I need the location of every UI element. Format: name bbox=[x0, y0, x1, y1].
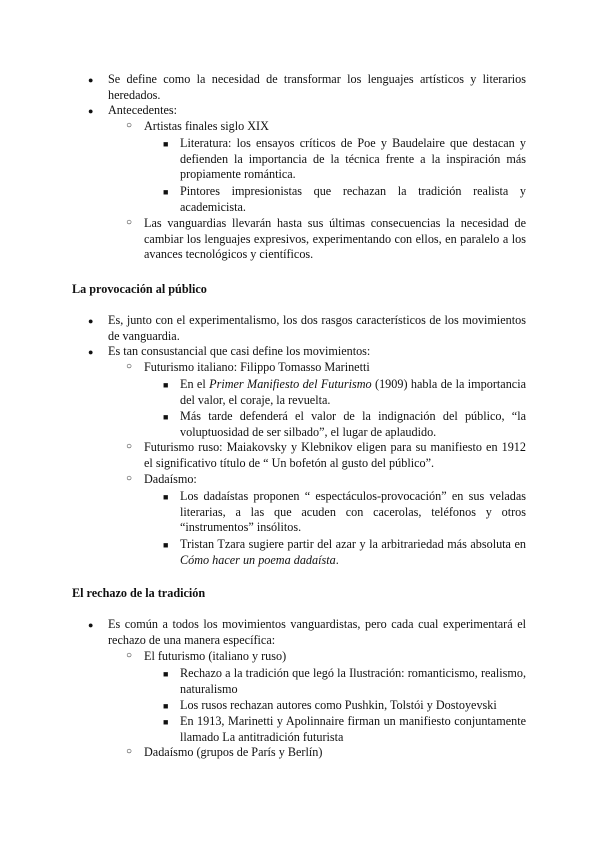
bullet-level1: ● bbox=[88, 347, 94, 357]
bullet-level3: ■ bbox=[163, 701, 169, 711]
bullet-level2: ○ bbox=[126, 473, 133, 484]
list-item: Artistas finales siglo XIX bbox=[144, 119, 269, 133]
list-item bbox=[180, 377, 526, 408]
bullet-level3: ■ bbox=[163, 717, 169, 727]
list-item: Dadaísmo: bbox=[144, 472, 197, 486]
bullet-level2: ○ bbox=[126, 120, 133, 131]
bullet-level3: ■ bbox=[163, 492, 169, 502]
list-item: Pintores impresionistas que rechazan la tradición realista y academicista. bbox=[180, 184, 526, 214]
list-item: En 1913, Marinetti y Apolinnaire firman un manifiesto conjuntamente llamado La antitradición futurista bbox=[180, 714, 526, 744]
list-item: Se define como la necesidad de transformar los lenguajes artísticos y literarios heredados. bbox=[108, 72, 526, 102]
list-item: Las vanguardias llevarán hasta sus últimas consecuencias la necesidad de cambiar los lenguajes expresivos, experimentando con ellos, en paralelo a los avances tecnológicos y científicos. bbox=[144, 216, 526, 261]
list-item: Es, junto con el experimentalismo, los dos rasgos característicos de los movimientos de vanguardia. bbox=[108, 313, 526, 343]
list-item: Futurismo ruso: Maiakovsky y Klebnikov eligen para su manifiesto en 1912 el significativo título de “ Un bofetón al gusto del público”. bbox=[144, 440, 526, 470]
bullet-level2: ○ bbox=[126, 217, 133, 228]
list-item: Es tan consustancial que casi define los movimientos: bbox=[108, 344, 371, 358]
list-item: Es común a todos los movimientos vanguardistas, pero cada cual experimentará el rechazo de una manera específica: bbox=[108, 617, 526, 647]
section-heading: El rechazo de la tradición bbox=[72, 586, 206, 600]
manifesto-title: Primer Manifiesto del Futurismo bbox=[209, 377, 372, 391]
list-item: Los rusos rechazan autores como Pushkin, Tolstói y Dostoyevski bbox=[180, 698, 497, 712]
bullet-level2: ○ bbox=[126, 361, 133, 372]
bullet-level3: ■ bbox=[163, 412, 169, 422]
bullet-level1: ● bbox=[88, 316, 94, 326]
poem-title: Cómo hacer un poema dadaísta bbox=[180, 552, 336, 567]
bullet-level3: ■ bbox=[163, 187, 169, 197]
bullet-level2: ○ bbox=[126, 441, 133, 452]
list-item: Futurismo italiano: Filippo Tomasso Marinetti bbox=[144, 360, 370, 374]
list-item: El futurismo (italiano y ruso) bbox=[144, 649, 287, 663]
list-item: Más tarde defenderá el valor de la indignación del público, “la voluptuosidad de ser silbado”, el lugar de aplaudido. bbox=[180, 409, 526, 439]
section-heading: La provocación al público bbox=[72, 282, 207, 296]
list-item bbox=[180, 537, 526, 568]
bullet-level1: ● bbox=[88, 75, 94, 85]
text-run: En el bbox=[180, 377, 210, 391]
bullet-level3: ■ bbox=[163, 139, 169, 149]
bullet-level2: ○ bbox=[126, 650, 133, 661]
bullet-level3: ■ bbox=[163, 540, 169, 550]
list-item: Rechazo a la tradición que legó la Ilustración: romanticismo, realismo, naturalismo bbox=[180, 666, 526, 696]
bullet-level3: ■ bbox=[163, 380, 169, 390]
list-item: Antecedentes: bbox=[108, 103, 178, 117]
bullet-level1: ● bbox=[88, 106, 94, 116]
list-item: Los dadaístas proponen “ espectáculos-provocación” en sus veladas literarias, a las que acuden con cacerolas, teléfonos y otros “instrumentos” insólitos. bbox=[180, 489, 526, 534]
list-item: Dadaísmo (grupos de París y Berlín) bbox=[144, 745, 323, 759]
bullet-level1: ● bbox=[88, 620, 94, 630]
list-item: Literatura: los ensayos críticos de Poe y Baudelaire que destacan y defienden la importancia de la técnica frente a la inspiración más propiamente romántica. bbox=[180, 136, 526, 181]
text-run: . bbox=[335, 552, 339, 567]
text-run: Tristan Tzara sugiere partir del azar y la arbitrariedad más absoluta en bbox=[180, 537, 526, 551]
bullet-level2: ○ bbox=[126, 746, 133, 757]
text-run: (1909) habla de la importancia del valor, el coraje, la revuelta. bbox=[180, 377, 526, 407]
bullet-level3: ■ bbox=[163, 669, 169, 679]
